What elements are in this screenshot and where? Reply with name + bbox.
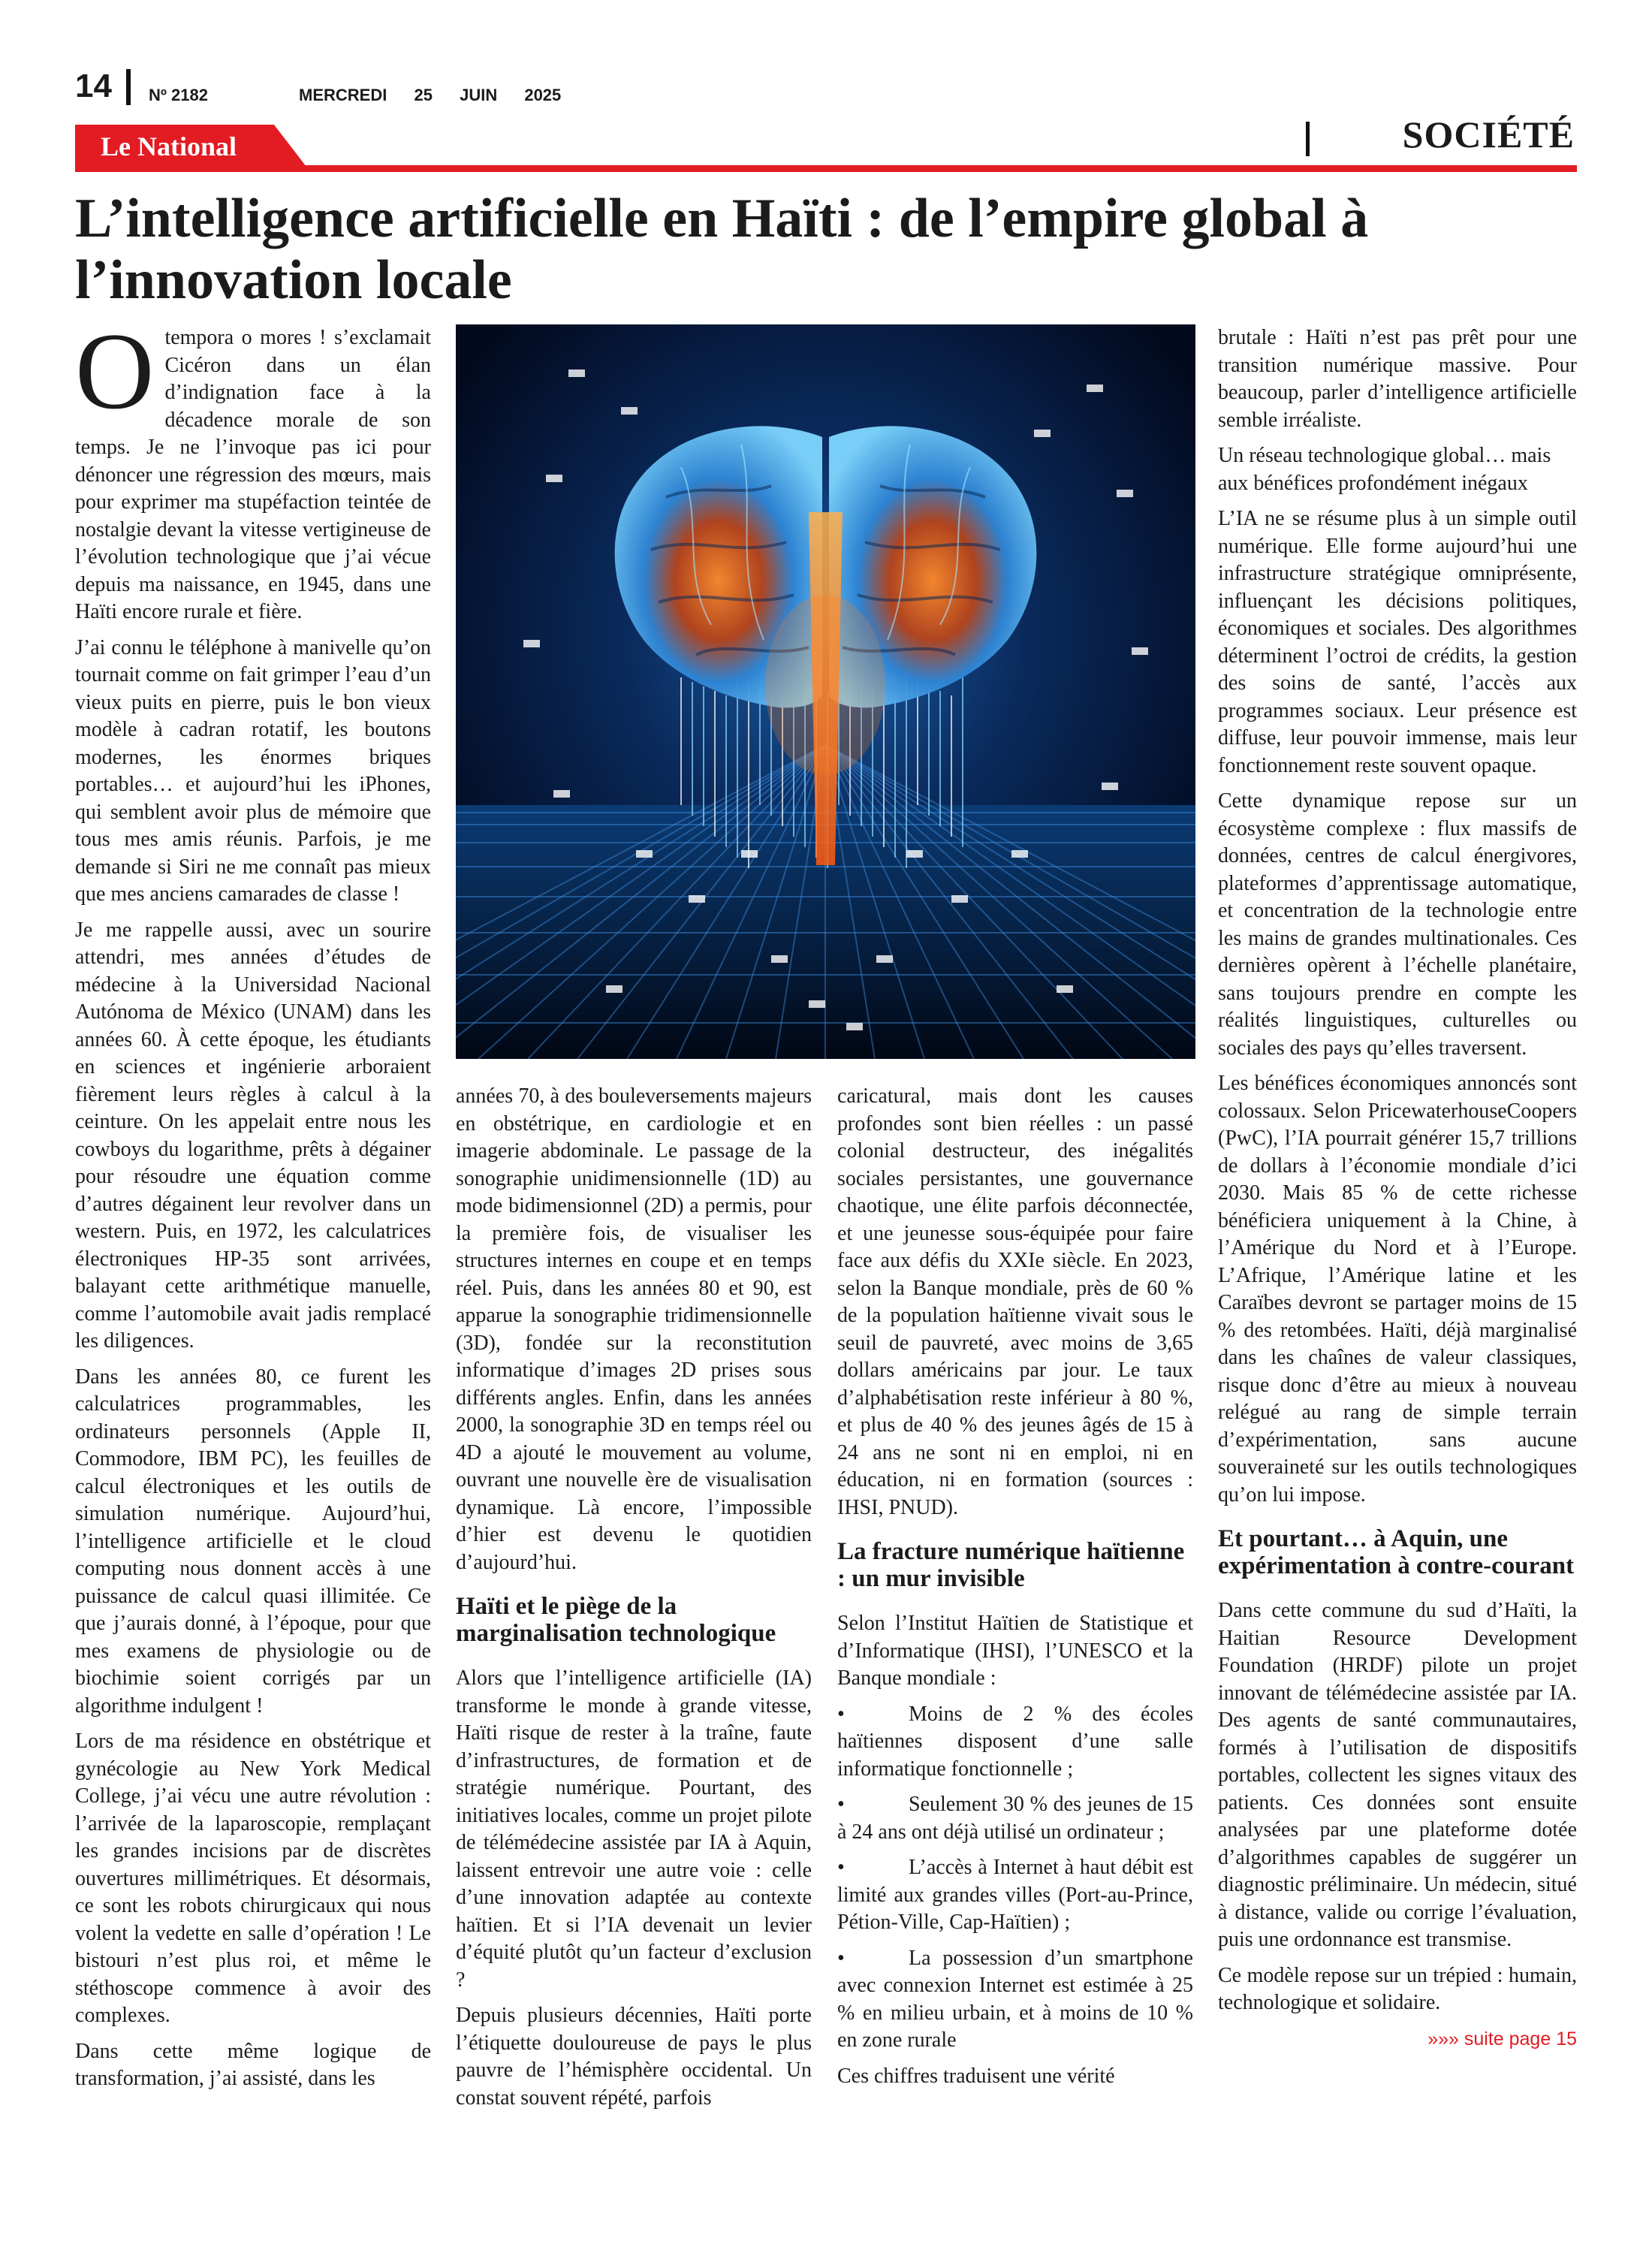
newspaper-brand: Le National	[101, 131, 237, 161]
bullet-text: Seulement 30 % des jeunes de 15 à 24 ans ont déjà utilisé un ordinateur ;	[837, 1793, 1193, 1844]
page-number: 14	[75, 68, 112, 104]
header-rule	[75, 165, 1577, 172]
date-day: 25	[414, 86, 433, 104]
paragraph: Lors de ma résidence en obstétrique et gynécologie au New York Medical College, j’ai vécu une autre révolution : l’arrivée de la laparoscopie, remplaçant les grandes incisions par de discrètes ouvertures millimétriques. Et désormais, ce sont les robots chirurgicaux qui nous volent la vedette en salle d’opération ! Le bistouri n’est plus roi, et même le stéthoscope commence à avoir des complexes.	[75, 1730, 431, 2027]
subheading: Et pourtant… à Aquin, une expérimentation à contre-courant	[1218, 1525, 1575, 1579]
bullet-marker: •	[837, 1946, 845, 1970]
paragraph-text: tempora o mores ! s’exclamait Cicéron dans un élan d’indignation face à la décadence morale de son temps. Je ne l’invoque pas ici pour dénoncer une régression des mœurs, mais pour exprimer ma stupéfaction teintée de nostalgie devant la vitesse vertigineuse de l’évolution technologique que j’ai vécue depuis ma naissance, en 1945, dans une Haïti encore rurale et fière.	[75, 326, 431, 623]
bullet-marker: •	[837, 1702, 845, 1726]
section-divider	[1306, 122, 1310, 156]
bullet-marker: •	[837, 1793, 845, 1816]
publication-date	[299, 86, 574, 105]
bullet-text: Moins de 2 % des écoles haïtiennes disposent d’une salle informatique fonctionnelle ;	[837, 1702, 1193, 1781]
paragraph: Dans cette même logique de transformation, j’ai assisté, dans les	[75, 2039, 431, 2090]
column-4	[1218, 324, 1577, 2052]
bullet-item	[837, 1791, 1193, 1846]
paragraph: Selon l’Institut Haïtien de Statistique et d’Informatique (IHSI), l’UNESCO et la Banque mondiale :	[837, 1612, 1193, 1690]
date-year: 2025	[524, 86, 562, 104]
issue-number: Nº 2182	[149, 86, 208, 104]
subheading: Haïti et le piège de la marginalisation technologique	[456, 1593, 776, 1647]
paragraph: années 70, à des bouleversements majeurs en obstétrique, en cardiologie et en imagerie abdominale. Le passage de la sonographie unidimensionnelle (1D) au mode bidimensionnel (2D) a permis, pour la première fois, de visualiser les structures internes en coupe et en temps réel. Puis, dans les années 80 et 90, est apparue la sonographie tridimensionnelle (3D), fondée sur la reconstitution informatique d’images 2D prises sous différents angles. Enfin, dans les années 2000, la sonographie 3D en temps réel ou 4D a ajouté le mouvement au volume, ouvrant une nouvelle ère de visualisation dynamique. Là encore, l’impossible d’hier est devenu le quotidien d’aujourd’hui.	[456, 1084, 812, 1574]
page-number-divider	[126, 69, 131, 105]
bullet-text: La possession d’un smartphone avec connexion Internet est estimée à 25 % en milieu urbain, et à moins de 10 % en zone rurale	[837, 1946, 1193, 2052]
paragraph: Alors que l’intelligence artificielle (IA) transforme le monde à grande vitesse, Haïti risque de rester à la traîne, faute d’infrastructures, de formation et de stratégie numérique. Pourtant, des initiatives locales, comme un projet pilote de télémédecine assistée par IA à Aquin, laissent entrevoir une autre voie : celle d’une innovation adaptée au contexte haïtien. Et si l’IA devenait un levier d’équité plutôt qu’un facteur d’exclusion ?	[456, 1666, 812, 1992]
bullet-item	[837, 1854, 1193, 1937]
brain-circuit-illustration	[456, 324, 1195, 1059]
paragraph: Cette dynamique repose sur un écosystème complexe : flux massifs de données, centres de calcul énergivores, plateformes d’apprentissage automatique, et concentration de la technologie entre les mains de grandes multinationales. Ces dernières opèrent à l’échelle planétaire, sans toujours prendre en compte les réalités linguistiques, culturelles ou sociales des pays qu’elles traversent.	[1218, 789, 1577, 1060]
continued-link[interactable]: »»» suite page 15	[1427, 2028, 1577, 2049]
column-2	[456, 1083, 812, 2120]
paragraph	[75, 310, 431, 626]
paragraph: Ces chiffres traduisent une vérité	[837, 2064, 1115, 2088]
drop-cap: O	[75, 310, 155, 432]
section-name: SOCIÉTÉ	[1402, 113, 1575, 155]
bullet-item	[837, 1945, 1193, 2055]
paragraph: Je me rappelle aussi, avec un sourire attendri, mes années d’études de médecine à la Universidad Nacional Autónoma de México (UNAM) dans les années 60. À cette époque, les étudiants en sciences et ingénierie arboraient fièrement leurs règles à calcul à la ceinture. On les appelait entre nous les cowboys du logarithme, prêts à dégainer pour résoudre une équation comme d’autres dégainent leur revolver dans un western. Puis, en 1972, les calculatrices électroniques HP-35 sont arrivées, balayant cette arithmétique manuelle, comme l’automobile avait jadis remplacé les diligences.	[75, 918, 431, 1353]
paragraph: Les bénéfices économiques annoncés sont colossaux. Selon PricewaterhouseCoopers (PwC), l’IA pourrait générer 15,7 trillions de dollars à l’économie mondiale d’ici 2030. Mais 85 % de cette richesse bénéficiera uniquement à la Chine, à l’Amérique du Nord et à l’Europe. L’Afrique, l’Amérique latine et les Caraïbes devront se partager moins de 15 % des retombées. Haïti, déjà marginalisé dans les chaînes de valeur classiques, risque donc d’être au mieux à nouveau relégué au rang de simple terrain d’expérimentation, sans aucune souveraineté sur les outils technologiques qu’on lui impose.	[1218, 1072, 1577, 1507]
paragraph: L’IA ne se résume plus à un simple outil numérique. Elle forme aujourd’hui une infrastructure stratégique omniprésente, influençant les décisions politiques, économiques et sociales. Des algorithmes déterminent l’octroi de crédits, la gestion des soins de santé, l’accès aux programmes sociaux. Leur présence est diffuse, leur pouvoir immense, mais leur fonctionnement reste souvent opaque.	[1218, 507, 1577, 777]
column-3	[837, 1083, 1193, 2098]
article-title: L’intelligence artificielle en Haïti : de l’empire global à l’innovation locale	[75, 188, 1369, 311]
paragraph: brutale : Haïti n’est pas prêt pour une transition numérique massive. Pour beaucoup, parler d’intelligence artificielle semble irréaliste.	[1218, 326, 1577, 432]
paragraph: Un réseau technologique global… mais aux bénéfices profondément inégaux	[1218, 444, 1551, 495]
column-1	[75, 310, 431, 2101]
paragraph: Depuis plusieurs décennies, Haïti porte l’étiquette douloureuse de pays le plus pauvre de l’hémisphère occidental. Un constat souvent répété, parfois	[456, 2004, 812, 2110]
date-month: JUIN	[460, 86, 498, 104]
bullet-text: L’accès à Internet à haut débit est limité aux grandes villes (Port-au-Prince, Pétion-Ville, Cap-Haïtien) ;	[837, 1856, 1193, 1934]
paragraph: Ce modèle repose sur un trépied : humain, technologique et solidaire.	[1218, 1963, 1577, 2014]
paragraph: caricatural, mais dont les causes profondes sont bien réelles : un passé colonial destructeur, des inégalités sociales persistantes, une gouvernance chaotique, une élite parfois déconnectée, et une jeunesse sous-équipée pour faire face aux défis du XXIe siècle. En 2023, selon la Banque mondiale, près de 60 % de la population haïtienne vivait sous le seuil de pauvreté, avec moins de 3,65 dollars américains par jour. Le taux d’alphabétisation reste inférieur à 80 %, et plus de 40 % des jeunes âgés de 15 à 24 ans ne sont ni en emploi, ni en éducation, ni en formation (sources : IHSI, PNUD).	[837, 1084, 1193, 1519]
subheading: La fracture numérique haïtienne : un mur invisible	[837, 1538, 1185, 1592]
paragraph: Dans cette commune du sud d’Haïti, la Haitian Resource Development Foundation (HRDF) pilote un projet innovant de télémédecine assistée par IA. Des agents de santé communautaires, formés à l’utilisation de dispositifs portables, collectent les signes vitaux des patients. Ces données sont ensuite analysées par une plateforme dotée d’algorithmes capables de suggérer un diagnostic préliminaire. Un médecin, situé à distance, valide ou corrige l’évaluation, puis une ordonnance est transmise.	[1218, 1599, 1577, 1951]
bullet-marker: •	[837, 1856, 845, 1879]
paragraph: J’ai connu le téléphone à manivelle qu’on tournait comme on fait grimper l’eau d’un vieux puits en pierre, puis le bon vieux modèle à cadran rotatif, les boutons modernes, les énormes briques portables… et aujourd’hui les iPhones, qui semblent avoir plus de mémoire que tous mes amis réunis. Parfois, je me demande si Siri ne me connaît pas mieux que mes anciens camarades de classe !	[75, 635, 431, 906]
bullet-item	[837, 1701, 1193, 1784]
paragraph: Dans les années 80, ce furent les calculatrices programmables, les ordinateurs personnels (Apple II, Commodore, IBM PC), les feuilles de calcul électroniques et les outils de simulation numérique. Aujourd’hui, l’intelligence artificielle et le cloud computing nous donnent accès à une puissance de calcul quasi illimitée. Ce que j’aurais donné, à l’époque, pour que mes examens de physiologie ou de biochimie soient corrigés par un algorithme indulgent !	[75, 1365, 431, 1718]
date-weekday: MERCREDI	[299, 86, 387, 104]
